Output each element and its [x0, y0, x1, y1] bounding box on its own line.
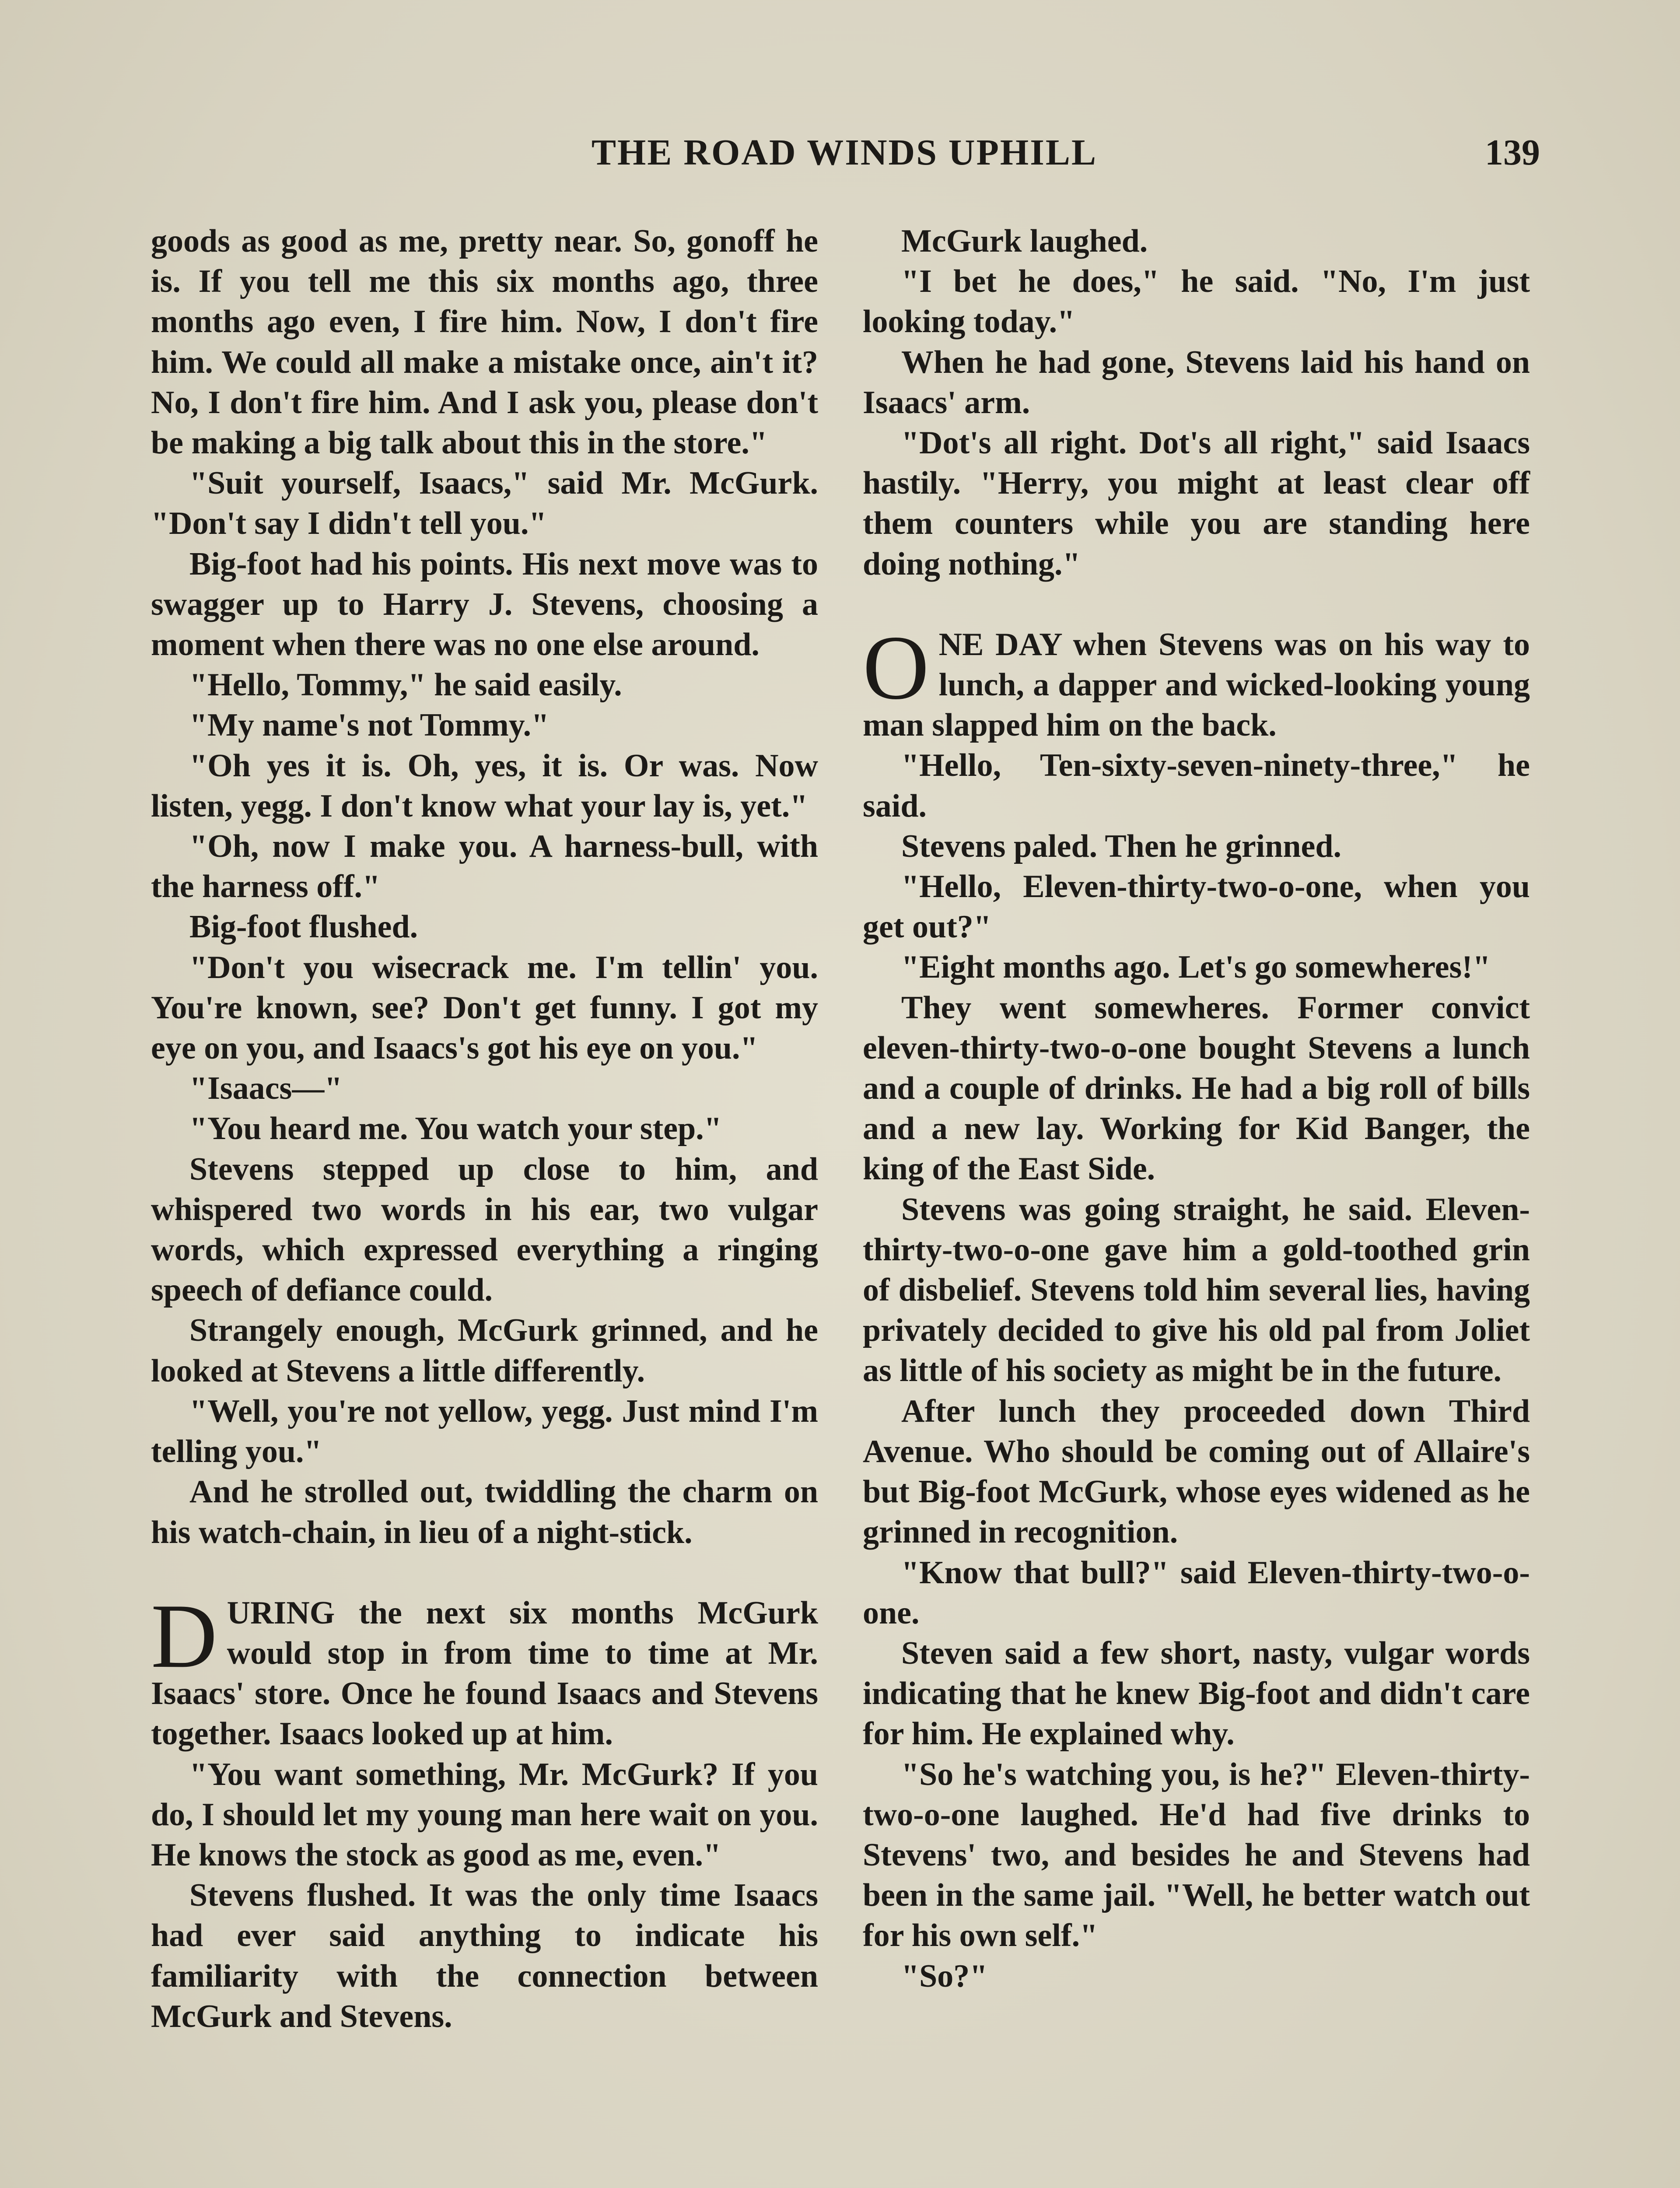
drop-cap: O [863, 617, 929, 719]
paragraph: "Oh, now I make you. A harness-bull, with the harness off." [151, 828, 818, 905]
left-column [151, 221, 818, 2037]
section-opening-paragraph [151, 1585, 818, 1754]
paragraph: After lunch they proceeded down Third Avenue. Who should be coming out of Allaire's but Big-foot McGurk, whose eyes widened as he grinned in recognition. [863, 1393, 1530, 1550]
paragraph: And he strolled out, twiddling the charm on his watch-chain, in lieu of a night-stick. [151, 1474, 818, 1550]
section-break [863, 584, 1530, 624]
paragraph: McGurk laughed. [901, 223, 1148, 259]
paragraph: When he had gone, Stevens laid his hand on Isaacs' arm. [863, 344, 1530, 421]
paragraph: "Oh yes it is. Oh, yes, it is. Or was. Now listen, yegg. I don't know what your lay is, yet." [151, 747, 818, 824]
paragraph: Stevens paled. Then he grinned. [901, 828, 1342, 864]
paragraph: "Know that bull?" said Eleven-thirty-two-o-one. [863, 1554, 1530, 1631]
paragraph: "You heard me. You watch your step." [189, 1111, 722, 1147]
running-head: THE ROAD WINDS UPHILL [592, 132, 1097, 173]
paragraph: goods as good as me, pretty near. So, gonoff he is. If you tell me this six months ago, three months ago even, I fire him. Now, I don't fire him. We could all make a mistake once, ain't it? No, I don't fire him. And I ask you, please don't be making a big talk about this in the store." [151, 223, 818, 461]
paragraph: Steven said a few short, nasty, vulgar words indicating that he knew Big-foot and didn't care for him. He explained why. [863, 1635, 1530, 1752]
drop-cap: D [151, 1585, 217, 1687]
paragraph: "Dot's all right. Dot's all right," said Isaacs hastily. "Herry, you might at least clear off them counters while you are standing here doing nothing." [863, 425, 1530, 582]
paragraph-text: URING the next six months McGurk would stop in from time to time at Mr. Isaacs' store. Once he found Isaacs and Stevens together. Isaacs looked up at him. [151, 1595, 818, 1752]
section-break [151, 1553, 818, 1593]
paragraph: "Hello, Tommy," he said easily. [189, 667, 622, 703]
paragraph: "Suit yourself, Isaacs," said Mr. McGurk. "Don't say I didn't tell you." [151, 465, 818, 542]
paragraph: "Hello, Eleven-thirty-two-o-one, when you get out?" [863, 869, 1530, 945]
paragraph: Stevens stepped up close to him, and whispered two words in his ear, two vulgar words, which expressed everything a ringing speech of defiance could. [151, 1151, 818, 1308]
paragraph: "You want something, Mr. McGurk? If you do, I should let my young man here wait on you. He knows the stock as good as me, even." [151, 1756, 818, 1873]
paragraph-text: NE DAY when Stevens was on his way to lunch, a dapper and wicked-looking young man slapped him on the back. [863, 626, 1530, 743]
section-opening-paragraph [863, 617, 1530, 746]
paragraph: Stevens was going straight, he said. Eleven-thirty-two-o-one gave him a gold-toothed grin of disbelief. Stevens told him several lies, having privately decided to give his old pal from Joliet as little of his society as might be in the future. [863, 1191, 1530, 1389]
paragraph: "Eight months ago. Let's go somewheres!" [901, 949, 1491, 985]
paragraph: Big-foot had his points. His next move was to swagger up to Harry J. Stevens, choosing a moment when there was no one else around. [151, 546, 818, 663]
paragraph: "My name's not Tommy." [189, 707, 550, 743]
paragraph: Strangely enough, McGurk grinned, and he looked at Stevens a little differently. [151, 1312, 818, 1389]
right-column [863, 221, 1530, 1996]
paragraph: They went somewheres. Former convict eleven-thirty-two-o-one bought Stevens a lunch and a couple of drinks. He had a big roll of bills and a new lay. Working for Kid Banger, the king of the East Side. [863, 989, 1530, 1187]
paragraph: "Don't you wisecrack me. I'm tellin' you. You're known, see? Don't get funny. I got my eye on you, and Isaacs's got his eye on you." [151, 949, 818, 1066]
paragraph: "So?" [901, 1958, 988, 1994]
paragraph: "Isaacs—" [189, 1070, 343, 1107]
paragraph: "Well, you're not yellow, yegg. Just mind I'm telling you." [151, 1393, 818, 1470]
paragraph: "I bet he does," he said. "No, I'm just looking today." [863, 263, 1530, 340]
paragraph: "So he's watching you, is he?" Eleven-thirty-two-o-one laughed. He'd had five drinks to Stevens' two, and besides he and Stevens had been in the same jail. "Well, he better watch out for his own self." [863, 1756, 1530, 1954]
paragraph: Big-foot flushed. [189, 909, 418, 945]
paragraph: "Hello, Ten-sixty-seven-ninety-three," he said. [863, 747, 1530, 824]
page-header [149, 131, 1540, 179]
page-number: 139 [1485, 132, 1540, 173]
paragraph: Stevens flushed. It was the only time Isaacs had ever said anything to indicate his familiarity with the connection between McGurk and Stevens. [151, 1877, 818, 2034]
